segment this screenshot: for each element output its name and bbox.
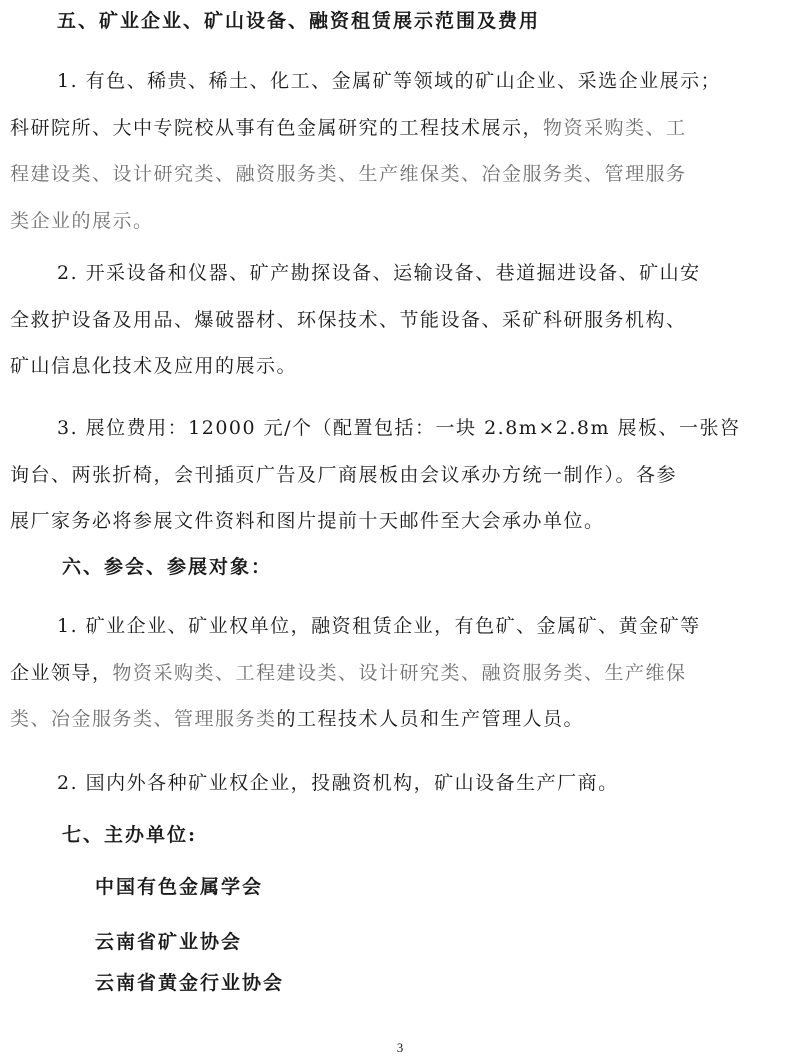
text-line: 2. 国内外各种矿业权企业，投融资机构，矿山设备生产厂商。 [57,772,619,794]
page-number: 3 [396,1040,404,1055]
organizer-3: 云南省黄金行业协会 [95,972,285,994]
text-segment: 企业领导， [10,661,113,684]
text-line: 1. 有色、稀贵、稀土、化工、金属矿等领域的矿山企业、采选企业展示； [57,70,722,92]
text-line [10,105,687,152]
text-line: 类企业的展示。 [10,209,154,232]
text-line: 矿山信息化技术及应用的展示。 [10,355,298,378]
organizer-1: 中国有色金属学会 [95,876,264,898]
text-segment: 的工程技术人员和生产管理人员。 [276,708,585,731]
text-line: 2. 开采设备和仪器、矿产勘探设备、运输设备、巷道掘进设备、矿山安 [57,262,701,284]
text-segment-gray: 类、冶金服务类、管理服务类 [10,708,277,731]
section-6-heading: 六、参会、参展对象： [62,556,273,578]
text-segment-gray: 物资采购类、工 [543,116,687,139]
text-segment-gray: 物资采购类、工程建设类、设计研究类、融资服务类、生产维保 [112,661,687,684]
text-line: 1. 矿业企业、矿业权单位，融资租赁企业，有色矿、金属矿、黄金矿等 [57,615,701,637]
text-line [10,696,584,743]
text-line: 3. 展位费用：12000 元/个（配置包括：一块 2.8m×2.8m 展板、一张咨 [57,417,741,439]
section-5-heading: 五、矿业企业、矿山设备、融资租赁展示范围及费用 [57,10,541,32]
text-line: 询台、两张折椅，会刊插页广告及厂商展板由会议承办方统一制作）。各参 [10,463,678,486]
section-7-heading: 七、主办单位: [62,824,198,846]
text-line: 程建设类、设计研究类、融资服务类、生产维保类、冶金服务类、管理服务 [10,163,687,186]
organizer-2: 云南省矿业协会 [95,931,243,953]
text-line [10,650,687,697]
text-line: 全救护设备及用品、爆破器材、环保技术、节能设备、采矿科研服务机构、 [10,308,687,331]
text-line: 展厂家务必将参展文件资料和图片提前十天邮件至大会承办单位。 [10,510,605,533]
text-segment: 科研院所、大中专院校从事有色金属研究的工程技术展示， [10,116,544,139]
